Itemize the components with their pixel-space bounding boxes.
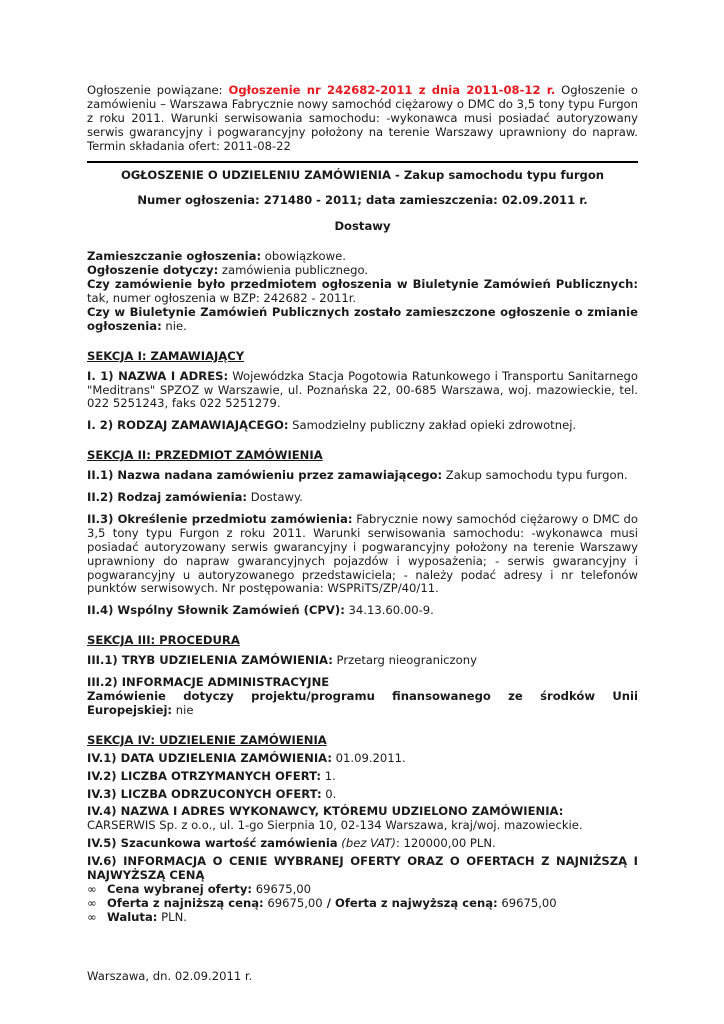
section-heading-2: SEKCJA II: PRZEDMIOT ZAMÓWIENIA: [87, 448, 323, 463]
notice-type: Dostawy: [334, 219, 391, 234]
offers-rejected: [87, 788, 638, 802]
contractor-heading: IV.4) NAZWA I ADRES WYKONAWCY, KTÓREMU UDZIELONO ZAMÓWIENIA:: [87, 804, 564, 819]
list-item: [87, 911, 638, 925]
procedure-mode: [87, 654, 638, 668]
notice-number: Numer ogłoszenia: 271480 - 2011; data zamieszczenia: 02.09.2011 r.: [137, 193, 588, 208]
meta-line: [87, 278, 638, 306]
section-heading-4: SEKCJA IV: UDZIELENIE ZAMÓWIENIA: [87, 732, 327, 747]
field-label: IV.3) LICZBA ODRZUCONYCH OFERT:: [87, 786, 322, 801]
list-item: [87, 897, 638, 911]
field-label: IV.1) DATA UDZIELENIA ZAMÓWIENIA:: [87, 750, 332, 765]
meta-value: obowiązkowe.: [261, 249, 346, 264]
field-label: II.4) Wspólny Słownik Zamówień (CPV):: [87, 603, 345, 618]
field-value: 34.13.60.00-9.: [344, 603, 434, 618]
section-heading-1: SEKCJA I: ZAMAWIAJĄCY: [87, 348, 245, 363]
meta-line: [87, 264, 638, 278]
field-label: II.1) Nazwa nadana zamówieniu przez zamawiającego:: [87, 468, 443, 483]
field-value: Dostawy.: [247, 490, 303, 505]
meta-line: [87, 250, 638, 264]
field-label: I. 1) NAZWA I ADRES:: [87, 368, 229, 383]
order-subject: [87, 513, 638, 596]
meta-value: tak, numer ogłoszenia w BZP: 242682 - 2011r.: [87, 290, 357, 305]
field-value: 01.09.2011.: [331, 750, 406, 765]
list-item: [87, 883, 638, 897]
field-value: Wojewódzka Stacja Pogotowia Ratunkowego i Transportu Sanitarnego "Meditrans" SPZOZ w Warszawie, ul. Poznańska 22, 00-685 Warszawa, woj. mazowieckie, tel. 022 5251243, faks 022 5251279.: [87, 368, 639, 411]
related-notice-text: Ogłoszenie o zamówieniu – Warszawa Fabrycznie nowy samochód ciężarowy o DMC do 3,5 tony typu Furgon z roku 2011. Warunki serwisowania samochodu: -wykonawca musi posiadać autoryzowany serwis gwarancyjny i pogwarancyjny położony na terenie Warszawy uprawniony do napraw. Termin składania ofert: 2011-08-22: [87, 83, 639, 153]
bullet-icon: ∞: [87, 895, 97, 910]
field-value: 69675,00: [497, 895, 557, 910]
related-notice-link[interactable]: Ogłoszenie nr 242682-2011 z dnia 2011-08-12 r.: [228, 83, 556, 97]
contractor-address: CARSERWIS Sp. z o.o., ul. 1-go Sierpnia 10, 02-134 Warszawa, kraj/woj. mazowieckie.: [87, 818, 583, 833]
field-value: 0.: [321, 786, 337, 801]
field-value: PLN.: [157, 909, 187, 924]
contracting-authority-type: [87, 419, 638, 433]
meta-label: Zamieszczanie ogłoszenia:: [87, 249, 262, 264]
field-value: 69675,00: [252, 881, 312, 896]
field-value: 1.: [321, 768, 336, 783]
field-label: I. 2) RODZAJ ZAMAWIAJĄCEGO:: [87, 418, 289, 433]
field-label: Oferta z najniższą ceną:: [107, 895, 264, 910]
field-label: IV.2) LICZBA OTRZYMANYCH OFERT:: [87, 768, 322, 783]
bullet-icon: ∞: [87, 909, 97, 924]
price-info-heading: IV.6) INFORMACJA O CENIE WYBRANEJ OFERTY ORAZ O OFERTACH Z NAJNIŻSZĄ I NAJWYŻSZĄ CENĄ: [87, 854, 638, 883]
field-value: Przetarg nieograniczony: [332, 653, 477, 668]
related-prefix: Ogłoszenie powiązane:: [87, 83, 229, 97]
field-value: Fabrycznie nowy samochód ciężarowy o DMC do 3,5 tony typu Furgon z roku 2011. Warunki serwisowania samochodu: -wykonawca musi posiadać autoryzowany serwis gwarancyjny i pogwarancyjny położony na terenie Warszawy uprawniony do napraw gwarancyjnych pojazdów i wyposażenia; - serwis gwarancyjny i pogwarancyjny u autoryzowanego przedstawiciela; - należy podać adresy i nr telefonów punktów serwisowych. Nr postępowania: WSPRiTS/ZP/40/11.: [87, 511, 638, 596]
field-value: : 120000,00 PLN.: [395, 836, 496, 851]
notice-meta: [87, 250, 638, 333]
field-label: III.1) TRYB UDZIELENIA ZAMÓWIENIA:: [87, 653, 333, 668]
field-note: (bez VAT): [337, 836, 396, 851]
bullet-icon: ∞: [87, 881, 97, 896]
field-value: Samodzielny publiczny zakład opieki zdrowotnej.: [288, 418, 577, 433]
administrative-info-heading: III.2) INFORMACJE ADMINISTRACYJNE: [87, 675, 330, 690]
section-heading-3: SEKCJA III: PROCEDURA: [87, 633, 240, 648]
award-date: [87, 752, 638, 766]
place-date-footer: Warszawa, dn. 02.09.2011 r.: [87, 968, 253, 983]
field-label: II.3) Określenie przedmiotu zamówienia:: [87, 511, 353, 526]
field-label: Cena wybranej oferty:: [107, 881, 253, 896]
field-value: 69675,00: [263, 895, 323, 910]
related-notice: [87, 84, 638, 154]
field-label: / Oferta z najwyższą ceną:: [322, 895, 498, 910]
order-name: [87, 469, 638, 483]
meta-line: [87, 306, 638, 334]
meta-value: zamówienia publicznego.: [218, 263, 369, 278]
meta-label: Czy w Biuletynie Zamówień Publicznych zostało zamieszczone ogłoszenie o zmianie ogłoszenia:: [87, 304, 638, 333]
field-label: II.2) Rodzaj zamówienia:: [87, 490, 248, 505]
field-label: Waluta:: [107, 909, 158, 924]
page-title: OGŁOSZENIE O UDZIELENIU ZAMÓWIENIA - Zakup samochodu typu furgon: [120, 167, 605, 182]
estimated-value: [87, 837, 638, 851]
field-label: Zamówienie dotyczy projektu/programu finansowanego ze środków Unii Europejskiej:: [87, 689, 638, 717]
eu-funding: [87, 690, 638, 718]
meta-label: Ogłoszenie dotyczy:: [87, 263, 219, 278]
cpv-code: [87, 604, 638, 618]
header-divider: [87, 161, 638, 163]
offers-received: [87, 770, 638, 784]
order-kind: [87, 491, 638, 505]
field-label: IV.5) Szacunkowa wartość zamówienia: [87, 836, 338, 851]
meta-label: Czy zamówienie było przedmiotem ogłoszenia w Biuletynie Zamówień Publicznych:: [87, 277, 638, 292]
contracting-authority-address: [87, 370, 638, 412]
meta-value: nie.: [161, 318, 187, 333]
field-value: Zakup samochodu typu furgon.: [442, 468, 628, 483]
field-value: nie: [172, 702, 194, 717]
